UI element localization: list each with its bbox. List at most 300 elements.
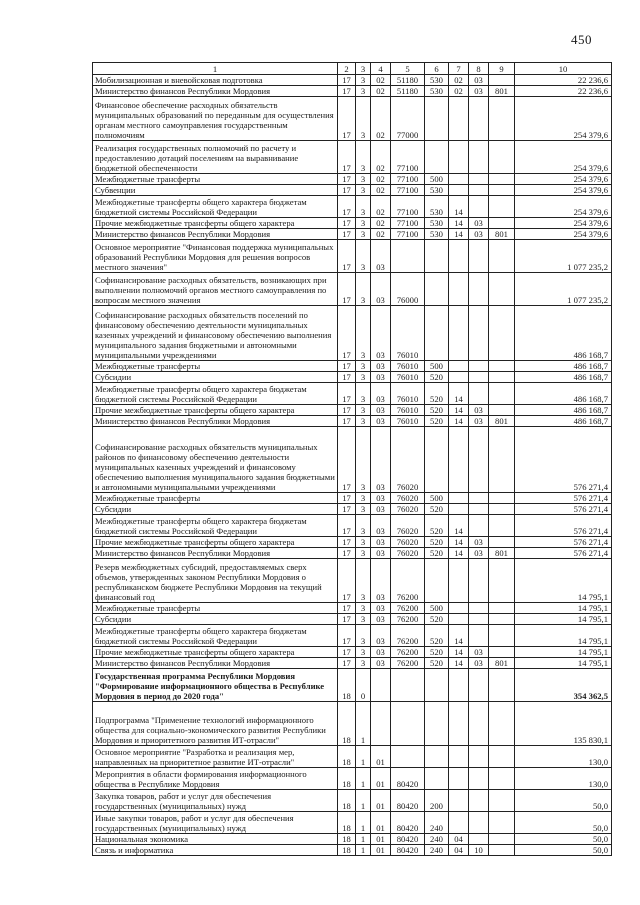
code-col-3: 1 xyxy=(356,746,371,768)
code-col-2: 17 xyxy=(338,372,356,383)
code-col-7: 14 xyxy=(449,625,469,647)
code-col-2: 18 xyxy=(338,702,356,746)
amount-cell: 1 077 235,2 xyxy=(515,273,612,306)
code-col-4: 01 xyxy=(371,834,391,845)
code-col-9 xyxy=(489,196,515,218)
code-col-8 xyxy=(469,746,489,768)
amount-cell: 254 379,6 xyxy=(515,141,612,174)
code-col-3: 3 xyxy=(356,273,371,306)
column-header: 10 xyxy=(515,63,612,75)
code-col-3: 3 xyxy=(356,625,371,647)
table-row xyxy=(93,669,612,702)
row-description: Субвенции xyxy=(93,185,338,196)
code-col-5: 80420 xyxy=(391,790,425,812)
amount-cell: 254 379,6 xyxy=(515,185,612,196)
code-col-5: 80420 xyxy=(391,834,425,845)
row-description: Межбюджетные трансферты общего характера бюджетам бюджетной системы Российской Федерации xyxy=(93,383,338,405)
row-description: Субсидии xyxy=(93,504,338,515)
column-header: 2 xyxy=(338,63,356,75)
code-col-3: 3 xyxy=(356,174,371,185)
code-col-3: 3 xyxy=(356,141,371,174)
code-col-9 xyxy=(489,240,515,273)
column-header: 8 xyxy=(469,63,489,75)
code-col-8 xyxy=(469,790,489,812)
code-col-8 xyxy=(469,196,489,218)
code-col-4: 03 xyxy=(371,306,391,361)
code-col-5: 76010 xyxy=(391,372,425,383)
code-col-3: 3 xyxy=(356,603,371,614)
code-col-7 xyxy=(449,372,469,383)
row-description: Министерство финансов Республики Мордовия xyxy=(93,416,338,427)
code-col-2: 17 xyxy=(338,537,356,548)
code-col-5: 76010 xyxy=(391,405,425,416)
code-col-5 xyxy=(391,240,425,273)
code-col-6 xyxy=(425,240,449,273)
amount-cell: 1 077 235,2 xyxy=(515,240,612,273)
row-description: Закупка товаров, работ и услуг для обеспечения государственных (муниципальных) нужд xyxy=(93,790,338,812)
row-description: Межбюджетные трансферты xyxy=(93,493,338,504)
code-col-5: 77100 xyxy=(391,229,425,240)
code-col-4: 03 xyxy=(371,273,391,306)
code-col-8: 03 xyxy=(469,405,489,416)
code-col-8 xyxy=(469,141,489,174)
amount-cell: 576 271,4 xyxy=(515,493,612,504)
code-col-3: 1 xyxy=(356,812,371,834)
budget-table xyxy=(92,62,612,856)
code-col-9 xyxy=(489,746,515,768)
code-col-3: 3 xyxy=(356,658,371,669)
amount-cell: 254 379,6 xyxy=(515,229,612,240)
code-col-8 xyxy=(469,97,489,141)
code-col-6: 520 xyxy=(425,647,449,658)
code-col-5 xyxy=(391,746,425,768)
code-col-5: 80420 xyxy=(391,812,425,834)
code-col-4: 02 xyxy=(371,218,391,229)
amount-cell: 576 271,4 xyxy=(515,548,612,559)
code-col-6: 520 xyxy=(425,515,449,537)
code-col-9 xyxy=(489,812,515,834)
row-description: Министерство финансов Республики Мордовия xyxy=(93,86,338,97)
code-col-5: 76020 xyxy=(391,548,425,559)
code-col-6: 200 xyxy=(425,790,449,812)
code-col-8 xyxy=(469,185,489,196)
column-header: 7 xyxy=(449,63,469,75)
code-col-7: 14 xyxy=(449,383,469,405)
code-col-7: 04 xyxy=(449,845,469,856)
code-col-7 xyxy=(449,493,469,504)
code-col-6: 500 xyxy=(425,174,449,185)
code-col-5: 76020 xyxy=(391,504,425,515)
code-col-5: 51180 xyxy=(391,86,425,97)
table-row xyxy=(93,218,612,229)
code-col-4: 03 xyxy=(371,361,391,372)
code-col-8 xyxy=(469,702,489,746)
code-col-3: 3 xyxy=(356,361,371,372)
code-col-8: 03 xyxy=(469,537,489,548)
code-col-4: 03 xyxy=(371,625,391,647)
code-col-2: 17 xyxy=(338,86,356,97)
code-col-6 xyxy=(425,97,449,141)
amount-cell: 22 236,6 xyxy=(515,86,612,97)
table-row xyxy=(93,768,612,790)
code-col-2: 17 xyxy=(338,416,356,427)
code-col-6: 240 xyxy=(425,834,449,845)
code-col-5 xyxy=(391,669,425,702)
code-col-8: 03 xyxy=(469,658,489,669)
code-col-9 xyxy=(489,768,515,790)
code-col-2: 18 xyxy=(338,746,356,768)
code-col-2: 17 xyxy=(338,625,356,647)
code-col-8 xyxy=(469,812,489,834)
table-row xyxy=(93,658,612,669)
row-description: Софинансирование расходных обязательств поселений по финансовому обеспечению деятельности муниципальных казенных учреждений и финансовому обеспечению выполнения муниципального задания бюджетными и автономными муниципальными учреждениями xyxy=(93,306,338,361)
code-col-9: 801 xyxy=(489,416,515,427)
code-col-7 xyxy=(449,768,469,790)
code-col-8 xyxy=(469,427,489,493)
code-col-6: 520 xyxy=(425,416,449,427)
row-description: Межбюджетные трансферты xyxy=(93,174,338,185)
code-col-6: 520 xyxy=(425,383,449,405)
code-col-6 xyxy=(425,306,449,361)
row-description: Прочие межбюджетные трансферты общего характера xyxy=(93,405,338,416)
code-col-6: 520 xyxy=(425,548,449,559)
code-col-2: 17 xyxy=(338,97,356,141)
code-col-9 xyxy=(489,273,515,306)
row-description: Государственная программа Республики Мордовия "Формирование информационного общества в Республике Мордовия в период до 2020 года" xyxy=(93,669,338,702)
code-col-9 xyxy=(489,537,515,548)
table-row xyxy=(93,845,612,856)
code-col-7: 14 xyxy=(449,229,469,240)
code-col-2: 17 xyxy=(338,240,356,273)
code-col-9 xyxy=(489,603,515,614)
amount-cell: 254 379,6 xyxy=(515,218,612,229)
code-col-7 xyxy=(449,603,469,614)
row-description: Основное мероприятие "Разработка и реализация мер, направленных на приоритетное развитие ИТ-отрасли" xyxy=(93,746,338,768)
code-col-4: 03 xyxy=(371,537,391,548)
code-col-4: 03 xyxy=(371,658,391,669)
table-row xyxy=(93,427,612,493)
code-col-3: 3 xyxy=(356,218,371,229)
amount-cell: 50,0 xyxy=(515,834,612,845)
code-col-4: 03 xyxy=(371,240,391,273)
code-col-7: 14 xyxy=(449,658,469,669)
table-row xyxy=(93,196,612,218)
table-row xyxy=(93,603,612,614)
row-description: Министерство финансов Республики Мордовия xyxy=(93,658,338,669)
row-description: Реализация государственных полномочий по расчету и предоставлению дотаций поселениям на выравнивание бюджетной обеспеченности xyxy=(93,141,338,174)
code-col-3: 3 xyxy=(356,97,371,141)
code-col-2: 17 xyxy=(338,383,356,405)
code-col-7: 14 xyxy=(449,196,469,218)
code-col-8 xyxy=(469,625,489,647)
code-col-4: 02 xyxy=(371,86,391,97)
code-col-2: 17 xyxy=(338,218,356,229)
code-col-8 xyxy=(469,493,489,504)
amount-cell: 14 795,1 xyxy=(515,603,612,614)
table-row xyxy=(93,548,612,559)
table-row xyxy=(93,834,612,845)
code-col-9 xyxy=(489,306,515,361)
code-col-4: 03 xyxy=(371,614,391,625)
code-col-8 xyxy=(469,515,489,537)
row-description: Межбюджетные трансферты общего характера бюджетам бюджетной системы Российской Федерации xyxy=(93,196,338,218)
code-col-7 xyxy=(449,669,469,702)
row-description: Министерство финансов Республики Мордовия xyxy=(93,229,338,240)
table-row xyxy=(93,614,612,625)
code-col-2: 18 xyxy=(338,669,356,702)
amount-cell: 14 795,1 xyxy=(515,658,612,669)
code-col-9 xyxy=(489,372,515,383)
amount-cell: 50,0 xyxy=(515,812,612,834)
code-col-9 xyxy=(489,405,515,416)
code-col-2: 17 xyxy=(338,174,356,185)
code-col-3: 1 xyxy=(356,790,371,812)
code-col-3: 3 xyxy=(356,493,371,504)
code-col-2: 17 xyxy=(338,196,356,218)
amount-cell: 486 168,7 xyxy=(515,361,612,372)
code-col-3: 1 xyxy=(356,768,371,790)
amount-cell: 254 379,6 xyxy=(515,174,612,185)
row-description: Связь и информатика xyxy=(93,845,338,856)
row-description: Субсидии xyxy=(93,372,338,383)
amount-cell: 354 362,5 xyxy=(515,669,612,702)
code-col-6: 520 xyxy=(425,658,449,669)
amount-cell: 14 795,1 xyxy=(515,647,612,658)
code-col-2: 17 xyxy=(338,405,356,416)
code-col-3: 3 xyxy=(356,559,371,603)
code-col-7: 14 xyxy=(449,537,469,548)
table-row xyxy=(93,812,612,834)
code-col-4: 02 xyxy=(371,97,391,141)
amount-cell: 486 168,7 xyxy=(515,383,612,405)
code-col-4: 03 xyxy=(371,515,391,537)
code-col-6: 520 xyxy=(425,537,449,548)
code-col-5: 80420 xyxy=(391,845,425,856)
code-col-8 xyxy=(469,614,489,625)
code-col-8 xyxy=(469,669,489,702)
code-col-7 xyxy=(449,361,469,372)
code-col-6 xyxy=(425,273,449,306)
code-col-6: 530 xyxy=(425,86,449,97)
amount-cell: 486 168,7 xyxy=(515,416,612,427)
code-col-4: 03 xyxy=(371,647,391,658)
code-col-9 xyxy=(489,702,515,746)
code-col-7 xyxy=(449,240,469,273)
table-row xyxy=(93,372,612,383)
code-col-8 xyxy=(469,361,489,372)
row-description: Финансовое обеспечение расходных обязательств муниципальных образований по переданным для осуществления органам местного самоуправления государственным полномочиям xyxy=(93,97,338,141)
table-row xyxy=(93,174,612,185)
table-row xyxy=(93,273,612,306)
table-row xyxy=(93,86,612,97)
column-header: 5 xyxy=(391,63,425,75)
code-col-5: 76010 xyxy=(391,361,425,372)
code-col-8: 03 xyxy=(469,416,489,427)
amount-cell: 254 379,6 xyxy=(515,97,612,141)
code-col-8: 10 xyxy=(469,845,489,856)
code-col-7 xyxy=(449,702,469,746)
code-col-6: 520 xyxy=(425,504,449,515)
column-header: 3 xyxy=(356,63,371,75)
code-col-3: 1 xyxy=(356,702,371,746)
code-col-3: 3 xyxy=(356,306,371,361)
code-col-6: 530 xyxy=(425,75,449,86)
code-col-2: 17 xyxy=(338,306,356,361)
code-col-5: 76200 xyxy=(391,559,425,603)
code-col-7 xyxy=(449,614,469,625)
code-col-3: 3 xyxy=(356,405,371,416)
code-col-5: 77100 xyxy=(391,218,425,229)
column-header: 9 xyxy=(489,63,515,75)
code-col-4: 02 xyxy=(371,229,391,240)
code-col-2: 17 xyxy=(338,75,356,86)
code-col-5: 77100 xyxy=(391,185,425,196)
code-col-9 xyxy=(489,97,515,141)
row-description: Подпрограмма "Применение технологий информационного общества для социально-экономического развития Республики Мордовия и приоритетного развития ИТ-отрасли" xyxy=(93,702,338,746)
amount-cell: 486 168,7 xyxy=(515,405,612,416)
amount-cell: 14 795,1 xyxy=(515,625,612,647)
row-description: Прочие межбюджетные трансферты общего характера xyxy=(93,537,338,548)
code-col-6: 530 xyxy=(425,229,449,240)
code-col-3: 3 xyxy=(356,515,371,537)
code-col-8 xyxy=(469,383,489,405)
code-col-6: 520 xyxy=(425,625,449,647)
code-col-8: 03 xyxy=(469,229,489,240)
code-col-7: 14 xyxy=(449,515,469,537)
code-col-2: 18 xyxy=(338,790,356,812)
code-col-9 xyxy=(489,361,515,372)
code-col-6: 500 xyxy=(425,493,449,504)
code-col-2: 18 xyxy=(338,812,356,834)
amount-cell: 22 236,6 xyxy=(515,75,612,86)
code-col-9 xyxy=(489,174,515,185)
code-col-6 xyxy=(425,141,449,174)
code-col-8 xyxy=(469,504,489,515)
code-col-2: 18 xyxy=(338,768,356,790)
code-col-7: 14 xyxy=(449,405,469,416)
code-col-3: 3 xyxy=(356,372,371,383)
code-col-8 xyxy=(469,306,489,361)
table-row xyxy=(93,790,612,812)
code-col-2: 17 xyxy=(338,559,356,603)
table-row xyxy=(93,405,612,416)
row-description: Субсидии xyxy=(93,614,338,625)
code-col-4: 03 xyxy=(371,416,391,427)
code-col-4: 02 xyxy=(371,196,391,218)
row-description: Иные закупки товаров, работ и услуг для обеспечения государственных (муниципальных) нужд xyxy=(93,812,338,834)
code-col-6: 520 xyxy=(425,372,449,383)
code-col-3: 1 xyxy=(356,845,371,856)
code-col-6: 520 xyxy=(425,614,449,625)
code-col-5: 77100 xyxy=(391,141,425,174)
table-row xyxy=(93,493,612,504)
table-row xyxy=(93,559,612,603)
code-col-9 xyxy=(489,625,515,647)
code-col-3: 3 xyxy=(356,416,371,427)
code-col-7 xyxy=(449,141,469,174)
row-description: Межбюджетные трансферты xyxy=(93,361,338,372)
table-row xyxy=(93,504,612,515)
code-col-4: 02 xyxy=(371,174,391,185)
code-col-7: 14 xyxy=(449,416,469,427)
table-row xyxy=(93,537,612,548)
code-col-7: 14 xyxy=(449,218,469,229)
code-col-2: 17 xyxy=(338,658,356,669)
code-col-3: 3 xyxy=(356,537,371,548)
code-col-2: 17 xyxy=(338,229,356,240)
code-col-3: 3 xyxy=(356,548,371,559)
code-col-8: 03 xyxy=(469,86,489,97)
code-col-3: 3 xyxy=(356,75,371,86)
table-row xyxy=(93,229,612,240)
code-col-5: 76200 xyxy=(391,658,425,669)
code-col-6: 240 xyxy=(425,812,449,834)
code-col-5 xyxy=(391,702,425,746)
code-col-9 xyxy=(489,493,515,504)
code-col-9 xyxy=(489,669,515,702)
code-col-9 xyxy=(489,504,515,515)
code-col-3: 3 xyxy=(356,185,371,196)
row-description: Мероприятия в области формирования информационного общества в Республике Мордовия xyxy=(93,768,338,790)
code-col-5: 76200 xyxy=(391,614,425,625)
table-row xyxy=(93,361,612,372)
code-col-7 xyxy=(449,185,469,196)
code-col-8 xyxy=(469,834,489,845)
code-col-6: 240 xyxy=(425,845,449,856)
table-row xyxy=(93,185,612,196)
code-col-4: 03 xyxy=(371,383,391,405)
row-description: Резерв межбюджетных субсидий, предоставляемых сверх объемов, утвержденных законом Республики Мордовия о республиканском бюджете Республики Мордовия на текущий финансовый год xyxy=(93,559,338,603)
code-col-4: 01 xyxy=(371,746,391,768)
code-col-7 xyxy=(449,812,469,834)
code-col-3: 0 xyxy=(356,669,371,702)
code-col-5: 77100 xyxy=(391,174,425,185)
row-description: Межбюджетные трансферты общего характера бюджетам бюджетной системы Российской Федерации xyxy=(93,625,338,647)
code-col-3: 3 xyxy=(356,647,371,658)
table-row xyxy=(93,515,612,537)
code-col-8 xyxy=(469,240,489,273)
table-row xyxy=(93,240,612,273)
page-number: 450 xyxy=(571,32,592,47)
code-col-5: 76200 xyxy=(391,625,425,647)
code-col-9 xyxy=(489,559,515,603)
code-col-4 xyxy=(371,669,391,702)
code-col-8: 03 xyxy=(469,75,489,86)
code-col-2: 17 xyxy=(338,141,356,174)
code-col-4: 01 xyxy=(371,812,391,834)
code-col-5: 76200 xyxy=(391,647,425,658)
amount-cell: 14 795,1 xyxy=(515,559,612,603)
table-row xyxy=(93,746,612,768)
table-row xyxy=(93,141,612,174)
code-col-9 xyxy=(489,185,515,196)
amount-cell: 576 271,4 xyxy=(515,515,612,537)
code-col-7: 14 xyxy=(449,647,469,658)
code-col-7 xyxy=(449,174,469,185)
amount-cell: 576 271,4 xyxy=(515,504,612,515)
code-col-4: 01 xyxy=(371,768,391,790)
code-col-2: 17 xyxy=(338,273,356,306)
code-col-2: 17 xyxy=(338,647,356,658)
row-description: Прочие межбюджетные трансферты общего характера xyxy=(93,647,338,658)
code-col-3: 3 xyxy=(356,86,371,97)
amount-cell: 576 271,4 xyxy=(515,427,612,493)
code-col-3: 3 xyxy=(356,427,371,493)
code-col-9 xyxy=(489,141,515,174)
code-col-3: 1 xyxy=(356,834,371,845)
code-col-6: 520 xyxy=(425,405,449,416)
code-col-7 xyxy=(449,306,469,361)
